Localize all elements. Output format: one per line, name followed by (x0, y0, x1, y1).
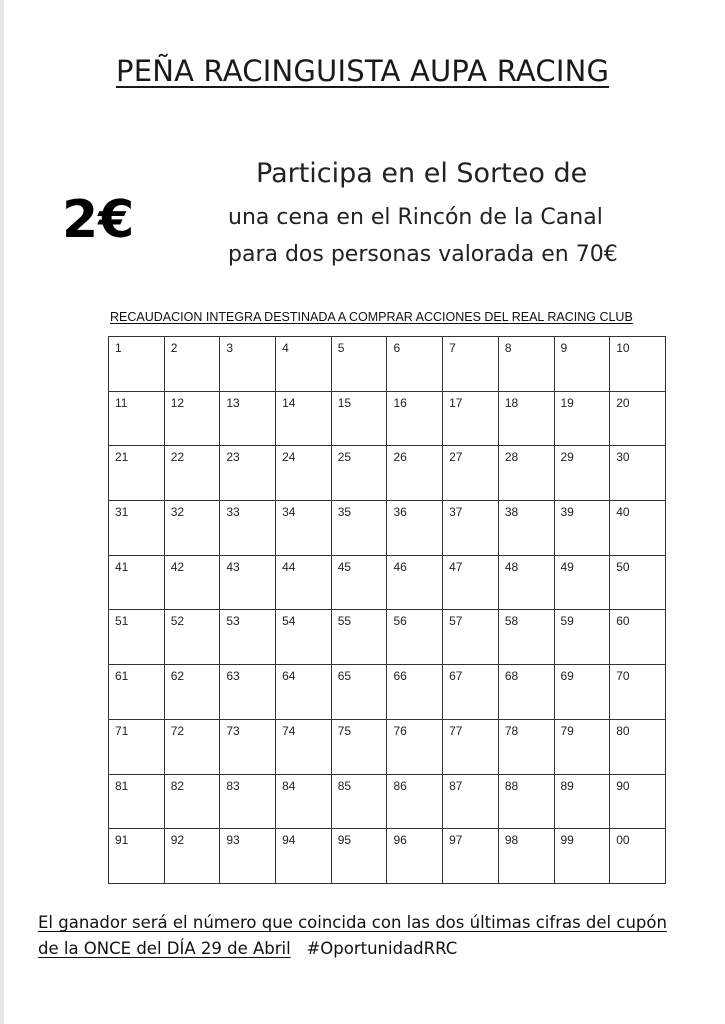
grid-cell: 57 (443, 610, 499, 665)
grid-cell: 11 (109, 391, 165, 446)
grid-cell: 29 (554, 446, 610, 501)
grid-row (109, 555, 666, 610)
prize-description-line2: para dos personas valorada en 70€ (228, 242, 618, 267)
grid-cell: 40 (610, 501, 666, 556)
grid-cell: 79 (554, 719, 610, 774)
grid-cell: 6 (387, 337, 443, 392)
grid-cell: 20 (610, 391, 666, 446)
grid-cell: 78 (498, 719, 554, 774)
grid-row (109, 501, 666, 556)
grid-cell: 60 (610, 610, 666, 665)
grid-cell: 15 (331, 391, 387, 446)
grid-cell: 37 (443, 501, 499, 556)
grid-cell: 71 (109, 719, 165, 774)
grid-cell: 52 (164, 610, 220, 665)
grid-cell: 76 (387, 719, 443, 774)
grid-cell: 93 (220, 829, 276, 884)
grid-cell: 10 (610, 337, 666, 392)
grid-cell: 92 (164, 829, 220, 884)
grid-cell: 8 (498, 337, 554, 392)
grid-cell: 58 (498, 610, 554, 665)
grid-cell: 43 (220, 555, 276, 610)
grid-cell: 48 (498, 555, 554, 610)
rules-line1: El ganador será el número que coincida con las dos últimas cifras del cupón (38, 913, 667, 932)
grid-row (109, 829, 666, 884)
grid-cell: 27 (443, 446, 499, 501)
grid-cell: 14 (276, 391, 332, 446)
grid-cell: 91 (109, 829, 165, 884)
grid-row (109, 391, 666, 446)
grid-cell: 47 (443, 555, 499, 610)
grid-cell: 86 (387, 774, 443, 829)
grid-cell: 56 (387, 610, 443, 665)
grid-cell: 26 (387, 446, 443, 501)
raffle-headline: Participa en el Sorteo de (256, 158, 588, 189)
grid-row (109, 719, 666, 774)
grid-cell: 90 (610, 774, 666, 829)
grid-cell: 64 (276, 665, 332, 720)
grid-cell: 31 (109, 501, 165, 556)
grid-row (109, 610, 666, 665)
grid-cell: 9 (554, 337, 610, 392)
grid-row (109, 337, 666, 392)
grid-cell: 75 (331, 719, 387, 774)
grid-cell: 42 (164, 555, 220, 610)
grid-cell: 97 (443, 829, 499, 884)
grid-cell: 33 (220, 501, 276, 556)
grid-cell: 34 (276, 501, 332, 556)
grid-cell: 69 (554, 665, 610, 720)
grid-cell: 99 (554, 829, 610, 884)
grid-cell: 55 (331, 610, 387, 665)
grid-cell: 36 (387, 501, 443, 556)
grid-cell: 28 (498, 446, 554, 501)
grid-cell: 1 (109, 337, 165, 392)
grid-cell: 89 (554, 774, 610, 829)
grid-cell: 41 (109, 555, 165, 610)
grid-cell: 95 (331, 829, 387, 884)
grid-cell: 13 (220, 391, 276, 446)
grid-cell: 23 (220, 446, 276, 501)
grid-cell: 63 (220, 665, 276, 720)
grid-cell: 68 (498, 665, 554, 720)
grid-row (109, 774, 666, 829)
grid-cell: 74 (276, 719, 332, 774)
grid-cell: 24 (276, 446, 332, 501)
grid-cell: 12 (164, 391, 220, 446)
prize-description-line1: una cena en el Rincón de la Canal (228, 205, 603, 230)
grid-cell: 18 (498, 391, 554, 446)
grid-cell: 72 (164, 719, 220, 774)
grid-cell: 96 (387, 829, 443, 884)
grid-cell: 77 (443, 719, 499, 774)
grid-cell: 87 (443, 774, 499, 829)
grid-cell: 70 (610, 665, 666, 720)
hashtag: #OportunidadRRC (306, 939, 458, 958)
grid-cell: 66 (387, 665, 443, 720)
grid-cell: 22 (164, 446, 220, 501)
grid-cell: 82 (164, 774, 220, 829)
number-grid (108, 336, 666, 884)
grid-cell: 49 (554, 555, 610, 610)
grid-cell: 5 (331, 337, 387, 392)
page-edge (0, 0, 4, 1024)
grid-cell: 21 (109, 446, 165, 501)
rules-line2: de la ONCE del DÍA 29 de Abril (38, 939, 291, 958)
grid-cell: 4 (276, 337, 332, 392)
ticket-price: 2€ (62, 190, 135, 250)
grid-cell: 62 (164, 665, 220, 720)
grid-cell: 25 (331, 446, 387, 501)
grid-cell: 45 (331, 555, 387, 610)
grid-cell: 30 (610, 446, 666, 501)
grid-cell: 65 (331, 665, 387, 720)
grid-cell: 98 (498, 829, 554, 884)
grid-cell: 17 (443, 391, 499, 446)
grid-cell: 85 (331, 774, 387, 829)
grid-cell: 67 (443, 665, 499, 720)
grid-cell: 94 (276, 829, 332, 884)
grid-cell: 88 (498, 774, 554, 829)
grid-cell: 44 (276, 555, 332, 610)
grid-cell: 50 (610, 555, 666, 610)
winner-rules (38, 910, 708, 962)
grid-cell: 73 (220, 719, 276, 774)
grid-cell: 81 (109, 774, 165, 829)
grid-cell: 51 (109, 610, 165, 665)
grid-cell: 59 (554, 610, 610, 665)
grid-cell: 16 (387, 391, 443, 446)
grid-row (109, 446, 666, 501)
grid-cell: 38 (498, 501, 554, 556)
page-title: PEÑA RACINGUISTA AUPA RACING (116, 54, 610, 88)
grid-cell: 84 (276, 774, 332, 829)
grid-cell: 19 (554, 391, 610, 446)
grid-cell: 39 (554, 501, 610, 556)
grid-row (109, 665, 666, 720)
grid-cell: 53 (220, 610, 276, 665)
grid-cell: 00 (610, 829, 666, 884)
grid-cell: 61 (109, 665, 165, 720)
grid-cell: 83 (220, 774, 276, 829)
proceeds-notice: RECAUDACION INTEGRA DESTINADA A COMPRAR ACCIONES DEL REAL RACING CLUB (110, 310, 633, 324)
grid-cell: 2 (164, 337, 220, 392)
grid-cell: 80 (610, 719, 666, 774)
grid-cell: 54 (276, 610, 332, 665)
grid-cell: 32 (164, 501, 220, 556)
grid-cell: 3 (220, 337, 276, 392)
grid-cell: 46 (387, 555, 443, 610)
grid-cell: 35 (331, 501, 387, 556)
grid-cell: 7 (443, 337, 499, 392)
